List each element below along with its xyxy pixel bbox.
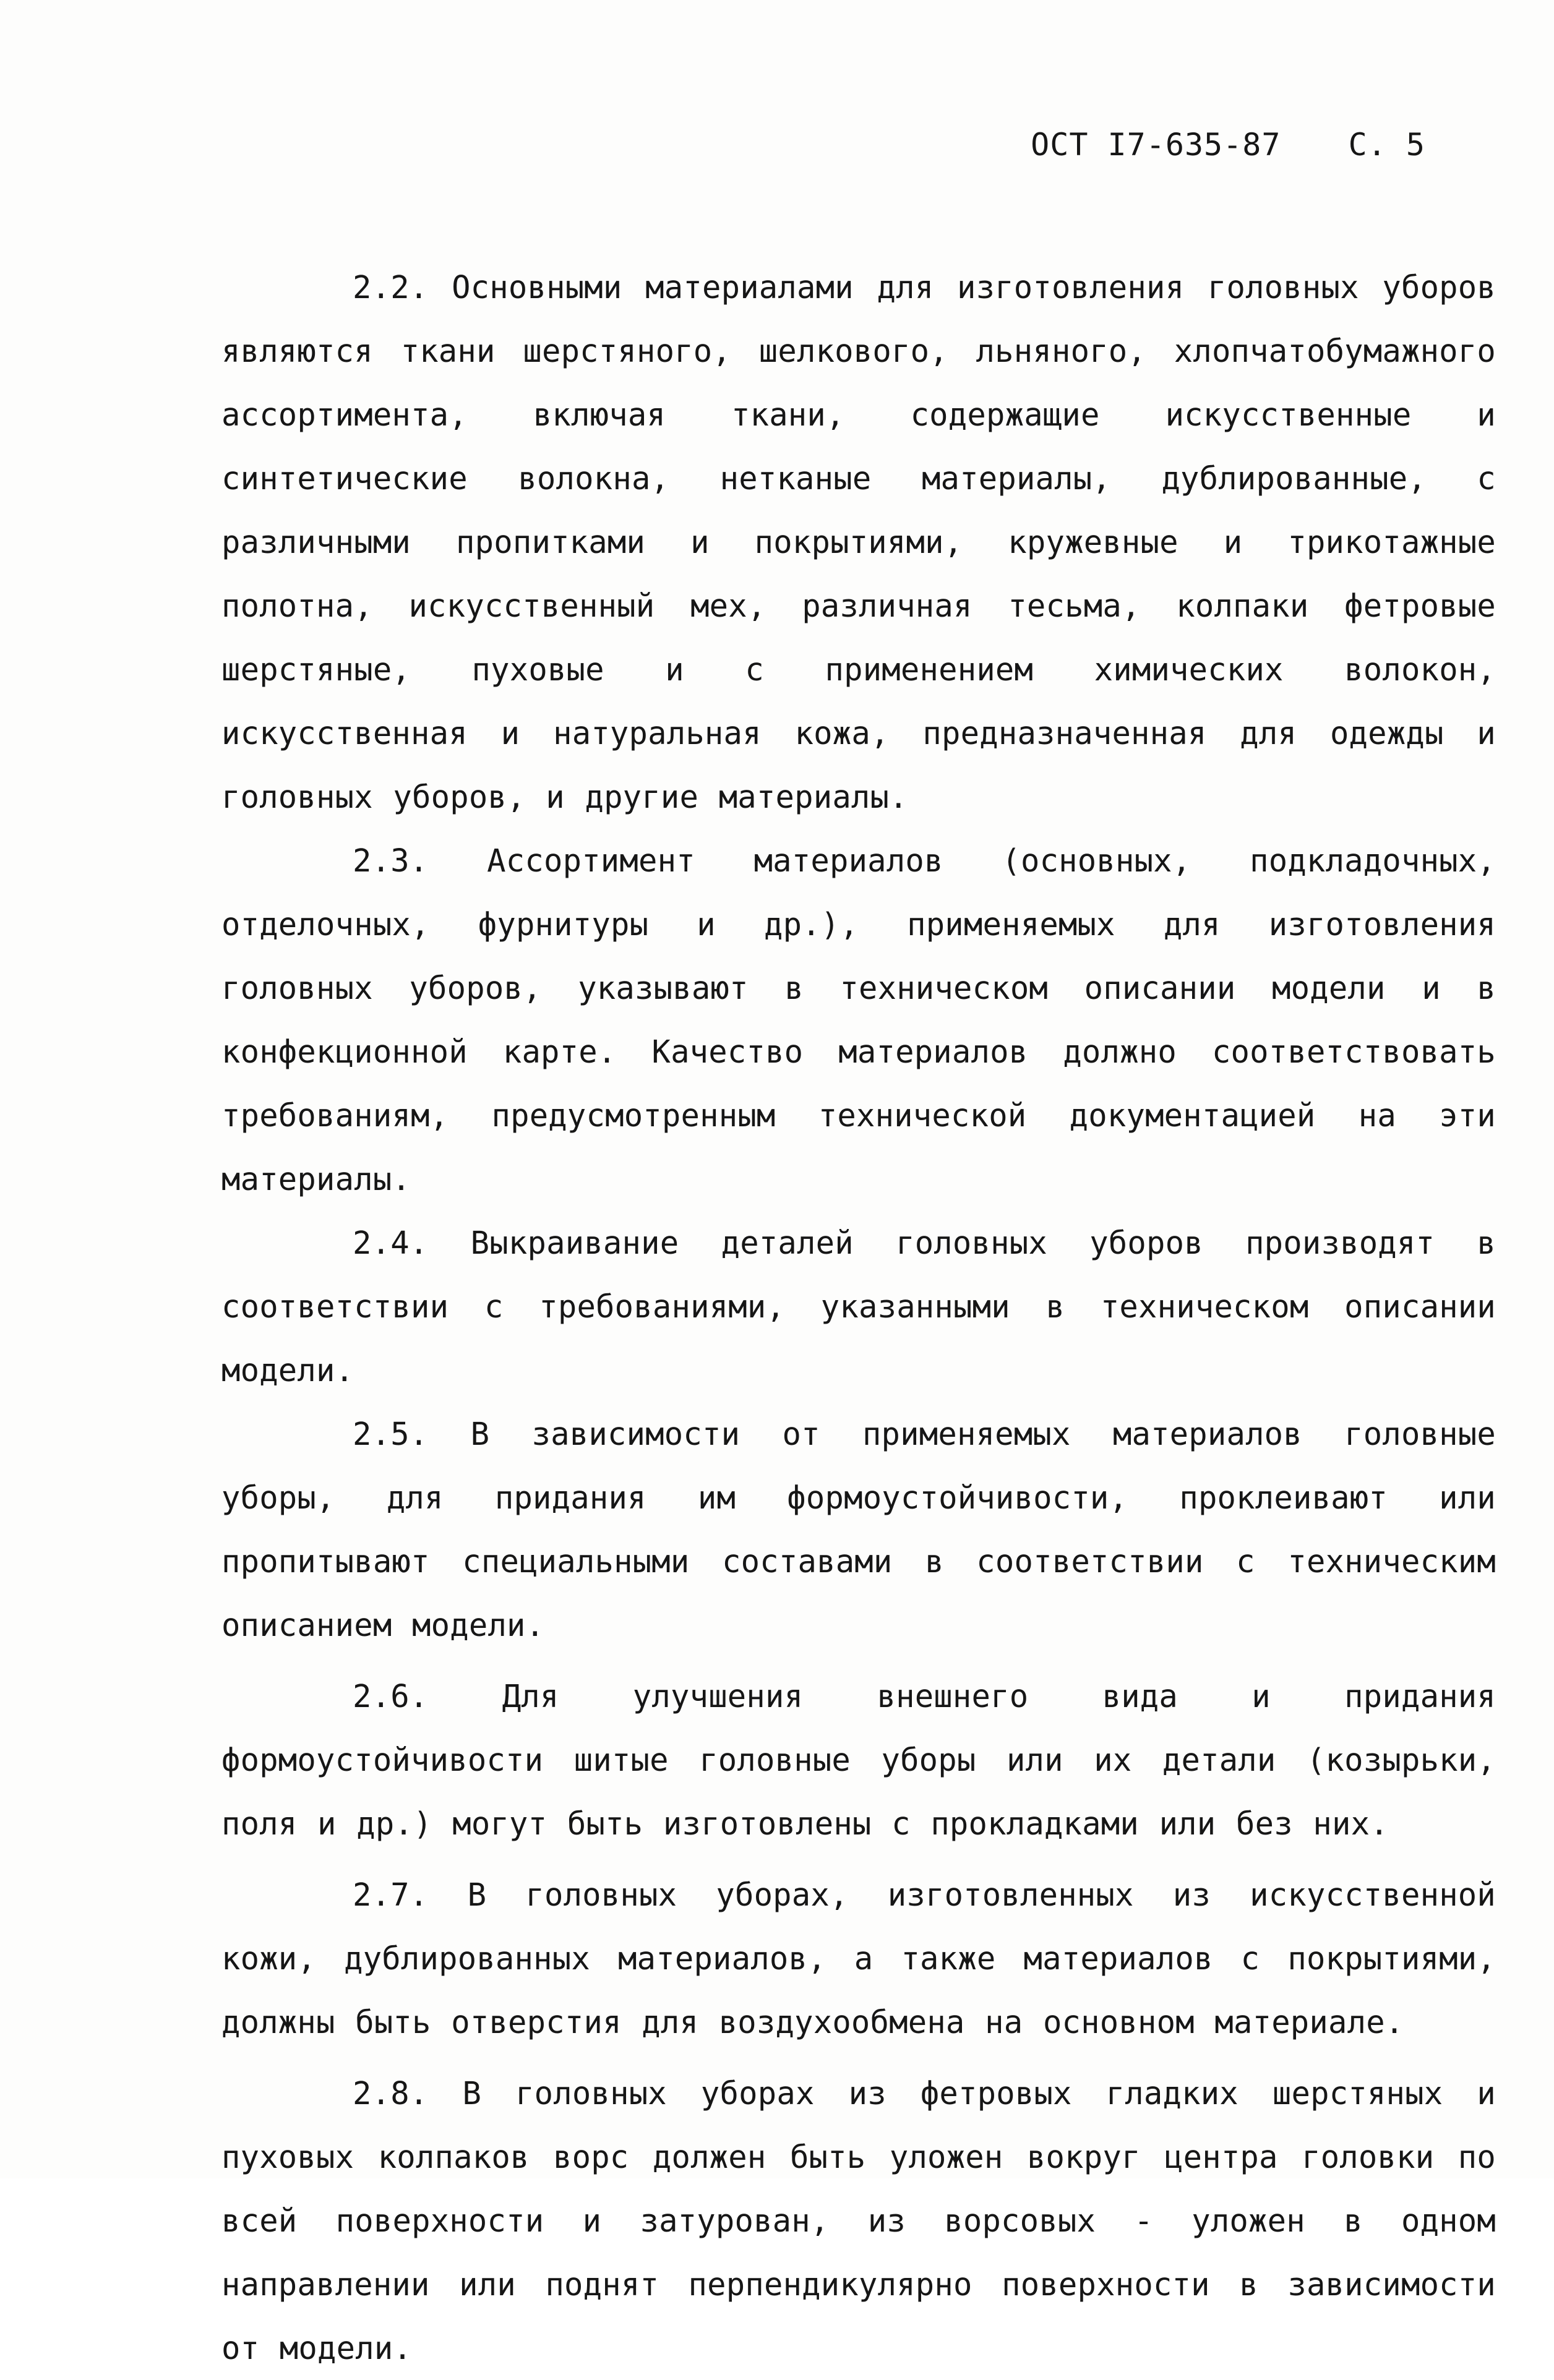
paragraph-2-5: 2.5. В зависимости от применяемых материалов головные уборы, для придания им формоустойчивости, проклеивают или пропитывают специальными составами в соответствии с техническим описанием модели. (221, 1416, 1496, 1643)
paragraph-2-2: 2.2. Основными материалами для изготовления головных уборов являются ткани шерстяного, шелкового, льняного, хлопчатобумажного ассортимента, включая ткани, содержащие искусственные и синтетические волокна, нетканые материалы, дублированные, с различными пропитками и покрытиями, кружевные и трикотажные полотна, искусственный мех, различная тесьма, колпаки фетровые шерстяные, пуховые и с применением химических волокон, искусственная и натуральная кожа, предназначенная для одежды и головных уборов, и другие материалы. (221, 269, 1496, 815)
document-code: ОСТ I7-635-87 (1031, 127, 1281, 163)
paragraph-2-4: 2.4. Выкраивание деталей головных уборов производят в соответствии с требованиями, указанными в техническом описании модели. (221, 1225, 1496, 1389)
document-body (221, 255, 1496, 2380)
paragraph-2-3: 2.3. Ассортимент материалов (основных, подкладочных, отделочных, фурнитуры и др.), применяемых для изготовления головных уборов, указывают в техническом описании модели и в конфекционной карте. Качество материалов должно соответствовать требованиям, предусмотренным технической документацией на эти материалы. (221, 842, 1496, 1197)
page-number: С. 5 (1348, 127, 1425, 163)
paragraph-2-7: 2.7. В головных уборах, изготовленных из искусственной кожи, дублированных материалов, а также материалов с покрытиями, должны быть отверстия для воздухообмена на основном материале. (221, 1877, 1496, 2040)
page-header (1031, 127, 1425, 163)
paragraph-2-6: 2.6. Для улучшения внешнего вида и придания формоустойчивости шитые головные уборы или их детали (козырьки, поля и др.) могут быть изготовлены с прокладками или без них. (221, 1678, 1496, 1842)
paragraph-2-8: 2.8. В головных уборах из фетровых гладких шерстяных и пуховых колпаков ворс должен быть уложен вокруг центра головки по всей поверхности и затурован, из ворсовых - уложен в одном направлении или поднят перпендикулярно поверхности в зависимости от модели. (221, 2075, 1496, 2366)
